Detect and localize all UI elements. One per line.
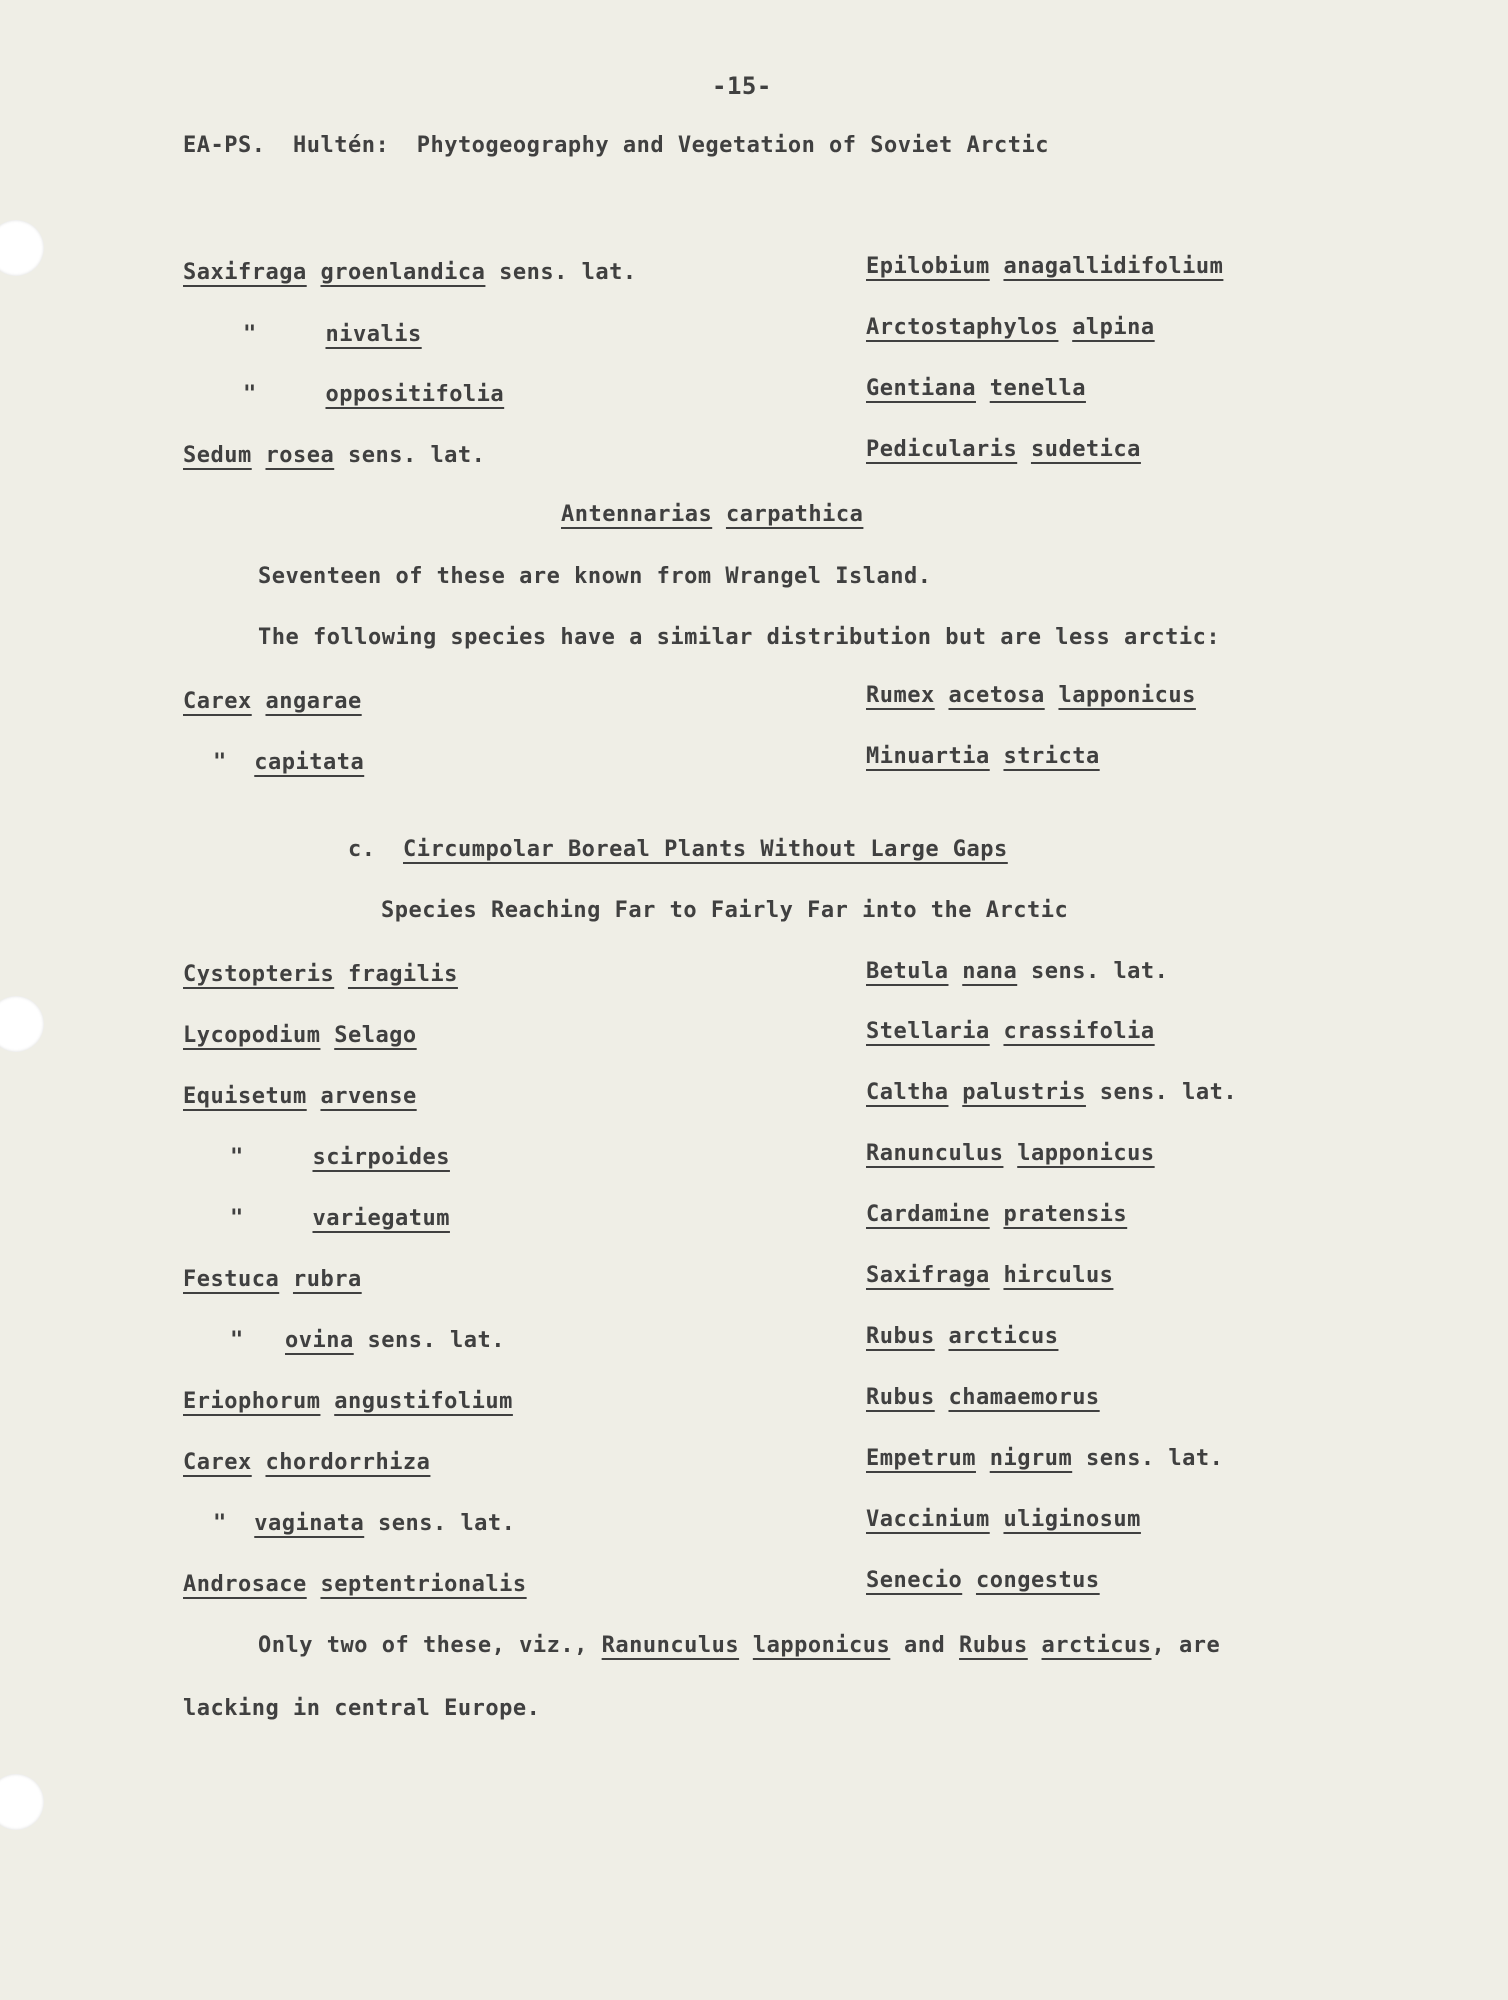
punch-hole xyxy=(0,1774,44,1830)
section-letter: c. xyxy=(348,837,376,862)
list-item: Vaccinium uliginosum xyxy=(866,1507,1141,1532)
list-item: " vaginata sens. lat. xyxy=(213,1511,516,1536)
header-author: Hultén: xyxy=(292,133,390,158)
page-header xyxy=(183,132,1049,160)
list-item: Saxifraga hirculus xyxy=(866,1263,1114,1288)
list-item: Eriophorum angustifolium xyxy=(183,1389,513,1414)
header-title: Phytogeography and Vegetation of Soviet Arctic xyxy=(416,133,1049,158)
list-item: " nivalis xyxy=(243,322,422,347)
header-code: EA-PS. xyxy=(183,133,266,158)
list-item: Ranunculus lapponicus xyxy=(866,1141,1155,1166)
list-item: Senecio congestus xyxy=(866,1568,1100,1593)
list-item: Stellaria crassifolia xyxy=(866,1019,1155,1044)
list-item: Epilobium anagallidifolium xyxy=(866,254,1224,279)
list-item-centered: Antennarias carpathica xyxy=(561,502,864,527)
list-item: Equisetum arvense xyxy=(183,1084,417,1109)
list-item: Gentiana tenella xyxy=(866,376,1086,401)
section-heading: c. Circumpolar Boreal Plants Without Large Gaps xyxy=(348,837,1008,862)
list-item: Cardamine pratensis xyxy=(866,1202,1128,1227)
list-item: Cystopteris fragilis xyxy=(183,962,458,987)
list-item: " variegatum xyxy=(230,1206,450,1231)
list-item: " capitata xyxy=(213,750,365,775)
list-item: Carex chordorrhiza xyxy=(183,1450,431,1475)
section-subheading: Species Reaching Far to Fairly Far into the Arctic xyxy=(381,898,1069,923)
list-item: Androsace septentrionalis xyxy=(183,1572,527,1597)
list-item: Arctostaphylos alpina xyxy=(866,315,1155,340)
paragraph: The following species have a similar distribution but are less arctic: xyxy=(258,625,1221,650)
list-item: Rubus chamaemorus xyxy=(866,1385,1100,1410)
list-item: Carex angarae xyxy=(183,689,362,714)
list-item: Empetrum nigrum sens. lat. xyxy=(866,1446,1224,1471)
list-item: " scirpoides xyxy=(230,1145,450,1170)
paragraph: lacking in central Europe. xyxy=(183,1696,541,1721)
list-item: Minuartia stricta xyxy=(866,744,1100,769)
list-item: Saxifraga groenlandica sens. lat. xyxy=(183,260,637,285)
list-item: Sedum rosea sens. lat. xyxy=(183,443,486,468)
list-item: Rubus arcticus xyxy=(866,1324,1059,1349)
list-item: Caltha palustris sens. lat. xyxy=(866,1080,1238,1105)
page-number: -15- xyxy=(712,72,772,100)
list-item: Lycopodium Selago xyxy=(183,1023,417,1048)
punch-hole xyxy=(0,996,44,1052)
list-item: Pedicularis sudetica xyxy=(866,437,1141,462)
paragraph: Only two of these, viz., Ranunculus lapponicus and Rubus arcticus, are xyxy=(258,1633,1221,1658)
paragraph: Seventeen of these are known from Wrangel Island. xyxy=(258,564,932,589)
list-item: Betula nana sens. lat. xyxy=(866,959,1169,984)
list-item: Rumex acetosa lapponicus xyxy=(866,683,1196,708)
punch-hole xyxy=(0,220,44,276)
list-item: " oppositifolia xyxy=(243,382,505,407)
list-item: " ovina sens. lat. xyxy=(230,1328,505,1353)
list-item: Festuca rubra xyxy=(183,1267,362,1292)
